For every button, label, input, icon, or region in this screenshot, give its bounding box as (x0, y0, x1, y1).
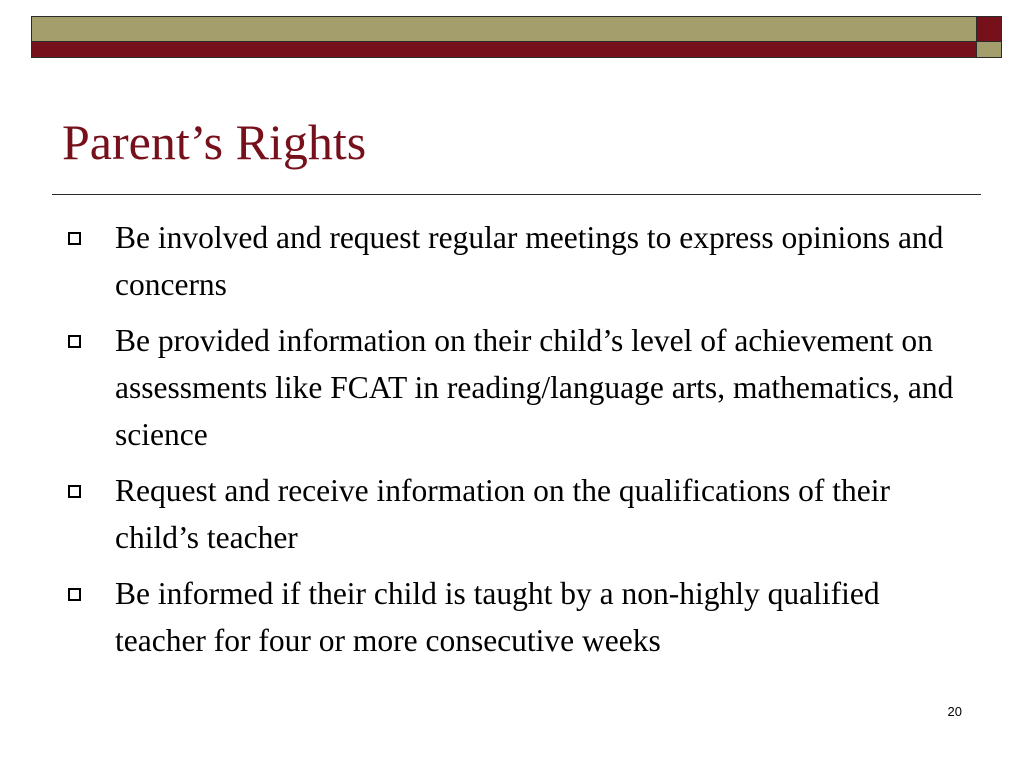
bullet-text: Be involved and request regular meetings to express opinions and concerns (115, 220, 944, 302)
header-olive-bar (31, 16, 977, 42)
hollow-square-bullet-icon (68, 232, 81, 245)
hollow-square-bullet-icon (68, 335, 81, 348)
hollow-square-bullet-icon (68, 485, 81, 498)
bullet-item (62, 570, 962, 664)
bullet-text: Be provided information on their child’s level of achievement on assessments like FCAT in reading/language arts, mathematics, and science (115, 323, 954, 452)
slide-title: Parent’s Rights (62, 114, 367, 170)
hollow-square-bullet-icon (68, 588, 81, 601)
bullet-item (62, 467, 962, 561)
bullet-item (62, 214, 962, 308)
header-olive-square (977, 42, 1002, 58)
bullet-text: Be informed if their child is taught by a non-highly qualified teacher for four or more consecutive weeks (115, 576, 880, 658)
page-number: 20 (947, 704, 962, 719)
bullet-text: Request and receive information on the qualifications of their child’s teacher (115, 473, 890, 555)
title-divider (52, 194, 981, 195)
header-maroon-bar (31, 42, 977, 58)
bullet-list (62, 214, 962, 673)
header-maroon-square (977, 16, 1002, 42)
bullet-item (62, 317, 962, 458)
